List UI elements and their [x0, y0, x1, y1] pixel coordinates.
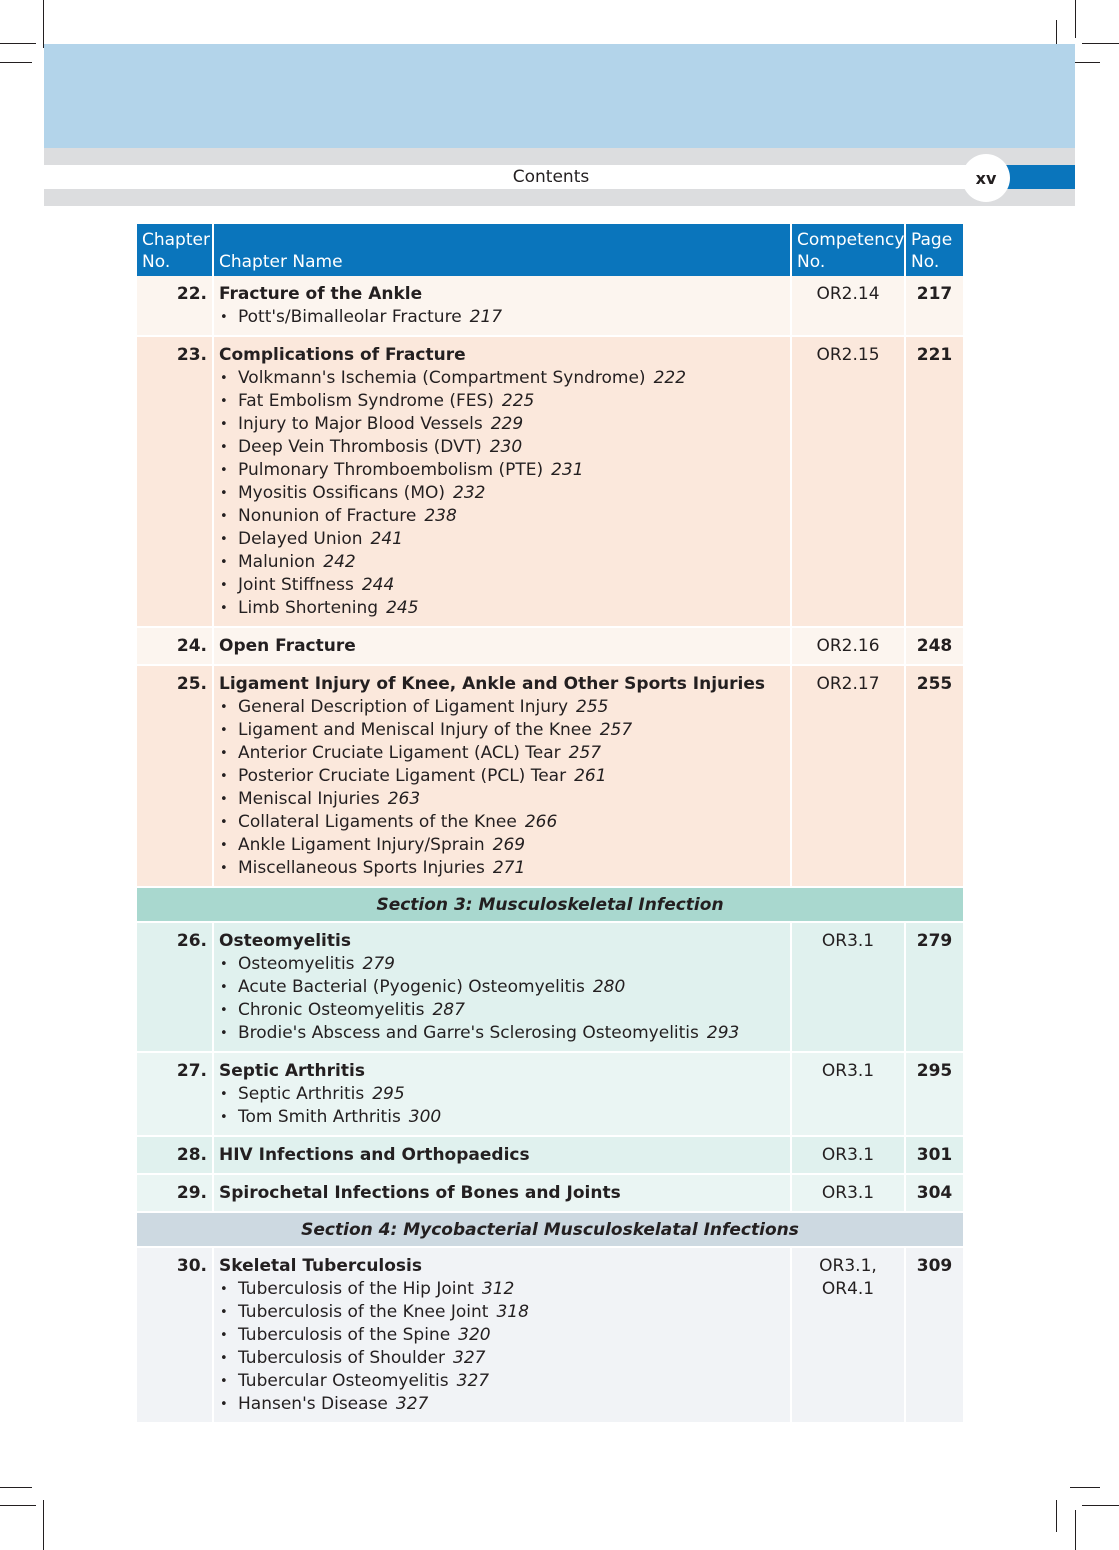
competency-number	[791, 1247, 905, 1423]
chapter-title: Septic Arthritis	[219, 1061, 365, 1081]
subtopic-item	[219, 1106, 785, 1129]
subtopic-title: Joint Stiffness	[238, 575, 354, 595]
subtopic-page: 327	[456, 1371, 490, 1391]
subtopic-page: 279	[362, 954, 395, 974]
chapter-title: Open Fracture	[219, 636, 356, 656]
subtopic-item	[219, 1324, 785, 1347]
subtopic-title: Osteomyelitis	[238, 954, 355, 974]
subtopic-title: Myositis Ossificans (MO)	[238, 483, 445, 503]
subtopic-page: 245	[386, 598, 419, 618]
subtopic-title: Collateral Ligaments of the Knee	[238, 812, 517, 832]
subtopic-page: 217	[469, 307, 503, 327]
subtopic-item	[219, 413, 785, 436]
subtopic-page: 295	[372, 1084, 405, 1104]
page-number: 301	[905, 1136, 963, 1174]
subtopic-page: 257	[599, 720, 633, 740]
subtopic-page: 255	[576, 697, 609, 717]
subtopic-item	[219, 574, 785, 597]
crop-mark	[1070, 1487, 1100, 1488]
chapter-name-cell	[213, 336, 791, 627]
subtopic-item	[219, 1347, 785, 1370]
crop-mark	[0, 43, 36, 44]
subtopic-list	[219, 306, 785, 329]
subtopic-page: 241	[370, 529, 403, 549]
subtopic-page: 280	[592, 977, 626, 997]
chapter-number: 25.	[137, 665, 213, 887]
subtopic-page: 225	[501, 391, 535, 411]
chapter-row	[137, 336, 963, 627]
chapter-title: Spirochetal Infections of Bones and Joints	[219, 1183, 621, 1203]
subtopic-page: 242	[323, 552, 356, 572]
subtopic-list	[219, 1278, 785, 1416]
competency-code: OR4.1	[821, 1279, 875, 1299]
competency-number: OR2.16	[791, 627, 905, 665]
subtopic-title: Chronic Osteomyelitis	[238, 1000, 425, 1020]
chapter-name-cell	[213, 665, 791, 887]
subtopic-page: 287	[432, 1000, 465, 1020]
chapter-title: HIV Infections and Orthopaedics	[219, 1145, 530, 1165]
subtopic-item	[219, 976, 785, 999]
chapter-title: Fracture of the Ankle	[219, 284, 423, 304]
subtopic-page: 266	[524, 812, 558, 832]
page-number: 309	[905, 1247, 963, 1423]
chapter-title: Osteomyelitis	[219, 931, 351, 951]
subtopic-item	[219, 551, 785, 574]
subtopic-page: 230	[489, 437, 523, 457]
competency-code: OR3.1,	[819, 1256, 877, 1276]
subtopic-list	[219, 367, 785, 620]
crop-mark	[1082, 1505, 1119, 1506]
header-chapter-no: Chapter No.	[137, 224, 213, 276]
subtopic-page: 293	[706, 1023, 740, 1043]
subtopic-item	[219, 834, 785, 857]
crop-mark	[1075, 0, 1076, 38]
subtopic-page: 312	[481, 1279, 515, 1299]
competency-number: OR3.1	[791, 1052, 905, 1136]
chapter-row	[137, 1174, 963, 1212]
header-chapter-name: Chapter Name	[213, 224, 791, 276]
header-accent-bar	[1004, 165, 1075, 189]
subtopic-title: Hansen's Disease	[238, 1394, 388, 1414]
page-number: 295	[905, 1052, 963, 1136]
subtopic-item	[219, 390, 785, 413]
subtopic-item	[219, 1370, 785, 1393]
page-number: 304	[905, 1174, 963, 1212]
subtopic-list	[219, 696, 785, 880]
subtopic-page: 269	[492, 835, 526, 855]
subtopic-title: Anterior Cruciate Ligament (ACL) Tear	[238, 743, 561, 763]
chapter-name-cell	[213, 922, 791, 1052]
chapter-row	[137, 276, 963, 336]
subtopic-list	[219, 1083, 785, 1129]
subtopic-item	[219, 1301, 785, 1324]
chapter-row	[137, 1247, 963, 1423]
section-heading: Section 3: Musculoskeletal Infection	[137, 887, 963, 922]
crop-mark	[43, 1500, 44, 1550]
table-header-row	[137, 224, 963, 276]
subtopic-title: Pulmonary Thromboembolism (PTE)	[238, 460, 544, 480]
subtopic-title: Ligament and Meniscal Injury of the Knee	[238, 720, 592, 740]
subtopic-title: Tuberculosis of the Knee Joint	[238, 1302, 489, 1322]
crop-mark	[0, 1505, 36, 1506]
subtopic-title: Septic Arthritis	[238, 1084, 365, 1104]
competency-number: OR3.1	[791, 1136, 905, 1174]
subtopic-item	[219, 788, 785, 811]
subtopic-item	[219, 459, 785, 482]
subtopic-title: Deep Vein Thrombosis (DVT)	[238, 437, 482, 457]
subtopic-title: Miscellaneous Sports Injuries	[238, 858, 485, 878]
chapter-title: Ligament Injury of Knee, Ankle and Other Sports Injuries	[219, 674, 766, 694]
subtopic-item	[219, 1278, 785, 1301]
chapter-number: 30.	[137, 1247, 213, 1423]
subtopic-item	[219, 742, 785, 765]
section-heading-row	[137, 887, 963, 922]
subtopic-page: 222	[653, 368, 687, 388]
subtopic-page: 238	[424, 506, 457, 526]
competency-number: OR2.15	[791, 336, 905, 627]
subtopic-item	[219, 1083, 785, 1106]
subtopic-page: 320	[458, 1325, 491, 1345]
subtopic-page: 327	[453, 1348, 486, 1368]
subtopic-page: 261	[574, 766, 607, 786]
header-competency-no: Competency No.	[791, 224, 905, 276]
chapter-row	[137, 1136, 963, 1174]
crop-mark	[43, 0, 44, 48]
subtopic-item	[219, 436, 785, 459]
chapter-name-cell	[213, 1052, 791, 1136]
page-number: 248	[905, 627, 963, 665]
page-number: 217	[905, 276, 963, 336]
subtopic-item	[219, 1393, 785, 1416]
subtopic-title: Ankle Ligament Injury/Sprain	[238, 835, 485, 855]
crop-mark	[0, 62, 32, 63]
subtopic-title: Tom Smith Arthritis	[238, 1107, 401, 1127]
crop-mark	[1082, 43, 1119, 44]
chapter-row	[137, 665, 963, 887]
subtopic-page: 229	[490, 414, 524, 434]
subtopic-item	[219, 306, 785, 329]
subtopic-title: Acute Bacterial (Pyogenic) Osteomyelitis	[238, 977, 585, 997]
subtopic-title: Posterior Cruciate Ligament (PCL) Tear	[238, 766, 567, 786]
subtopic-page: 300	[408, 1107, 442, 1127]
subtopic-title: Volkmann's Ischemia (Compartment Syndrome)	[238, 368, 646, 388]
subtopic-title: Tuberculosis of the Hip Joint	[238, 1279, 474, 1299]
crop-mark	[0, 1487, 32, 1488]
subtopic-title: Nonunion of Fracture	[238, 506, 417, 526]
competency-number: OR3.1	[791, 1174, 905, 1212]
header-band	[44, 44, 1075, 148]
chapter-number: 27.	[137, 1052, 213, 1136]
subtopic-page: 232	[453, 483, 486, 503]
section-heading: Section 4: Mycobacterial Musculoskelatal Infections	[137, 1212, 963, 1247]
subtopic-title: Tuberculosis of the Spine	[238, 1325, 451, 1345]
page-number: 221	[905, 336, 963, 627]
chapter-name-cell	[213, 1174, 791, 1212]
subtopic-item	[219, 597, 785, 620]
subtopic-page: 263	[387, 789, 421, 809]
chapter-name-cell	[213, 1247, 791, 1423]
running-head-title: Contents	[512, 167, 590, 187]
subtopic-title: General Description of Ligament Injury	[238, 697, 569, 717]
page-number-badge: xv	[962, 154, 1010, 202]
chapter-row	[137, 922, 963, 1052]
page-number: 255	[905, 665, 963, 887]
subtopic-page: 318	[496, 1302, 529, 1322]
subtopic-page: 244	[361, 575, 395, 595]
subtopic-item	[219, 505, 785, 528]
subtopic-title: Injury to Major Blood Vessels	[238, 414, 483, 434]
subtopic-item	[219, 999, 785, 1022]
page-number: 279	[905, 922, 963, 1052]
chapter-name-cell	[213, 276, 791, 336]
subtopic-item	[219, 482, 785, 505]
section-heading-row	[137, 1212, 963, 1247]
subtopic-item	[219, 719, 785, 742]
subtopic-page: 231	[551, 460, 584, 480]
chapter-row	[137, 1052, 963, 1136]
subtopic-title: Fat Embolism Syndrome (FES)	[238, 391, 494, 411]
chapter-number: 26.	[137, 922, 213, 1052]
chapter-name-cell	[213, 627, 791, 665]
subtopic-title: Brodie's Abscess and Garre's Sclerosing Osteomyelitis	[238, 1023, 699, 1043]
subtopic-page: 327	[395, 1394, 429, 1414]
subtopic-page: 271	[492, 858, 526, 878]
crop-mark	[1056, 1500, 1057, 1532]
subtopic-item	[219, 953, 785, 976]
subtopic-title: Pott's/Bimalleolar Fracture	[238, 307, 462, 327]
competency-number: OR2.17	[791, 665, 905, 887]
subtopic-title: Meniscal Injuries	[238, 789, 380, 809]
competency-number: OR3.1	[791, 922, 905, 1052]
subtopic-title: Malunion	[238, 552, 316, 572]
chapter-name-cell	[213, 1136, 791, 1174]
chapter-number: 23.	[137, 336, 213, 627]
subtopic-item	[219, 528, 785, 551]
contents-table	[137, 224, 963, 1424]
chapter-number: 24.	[137, 627, 213, 665]
subtopic-page: 257	[568, 743, 602, 763]
chapter-number: 29.	[137, 1174, 213, 1212]
subtopic-title: Tubercular Osteomyelitis	[238, 1371, 449, 1391]
subtopic-title: Delayed Union	[238, 529, 363, 549]
chapter-title: Skeletal Tuberculosis	[219, 1256, 422, 1276]
competency-number: OR2.14	[791, 276, 905, 336]
subtopic-item	[219, 857, 785, 880]
subtopic-title: Tuberculosis of Shoulder	[238, 1348, 446, 1368]
chapter-number: 28.	[137, 1136, 213, 1174]
chapter-number: 22.	[137, 276, 213, 336]
subtopic-item	[219, 811, 785, 834]
crop-mark	[1075, 1510, 1076, 1550]
subtopic-item	[219, 1022, 785, 1045]
subtopic-item	[219, 765, 785, 788]
subtopic-item	[219, 696, 785, 719]
chapter-title: Complications of Fracture	[219, 345, 466, 365]
chapter-row	[137, 627, 963, 665]
subtopic-list	[219, 953, 785, 1045]
subtopic-item	[219, 367, 785, 390]
header-page-no: Page No.	[905, 224, 963, 276]
subtopic-title: Limb Shortening	[238, 598, 379, 618]
